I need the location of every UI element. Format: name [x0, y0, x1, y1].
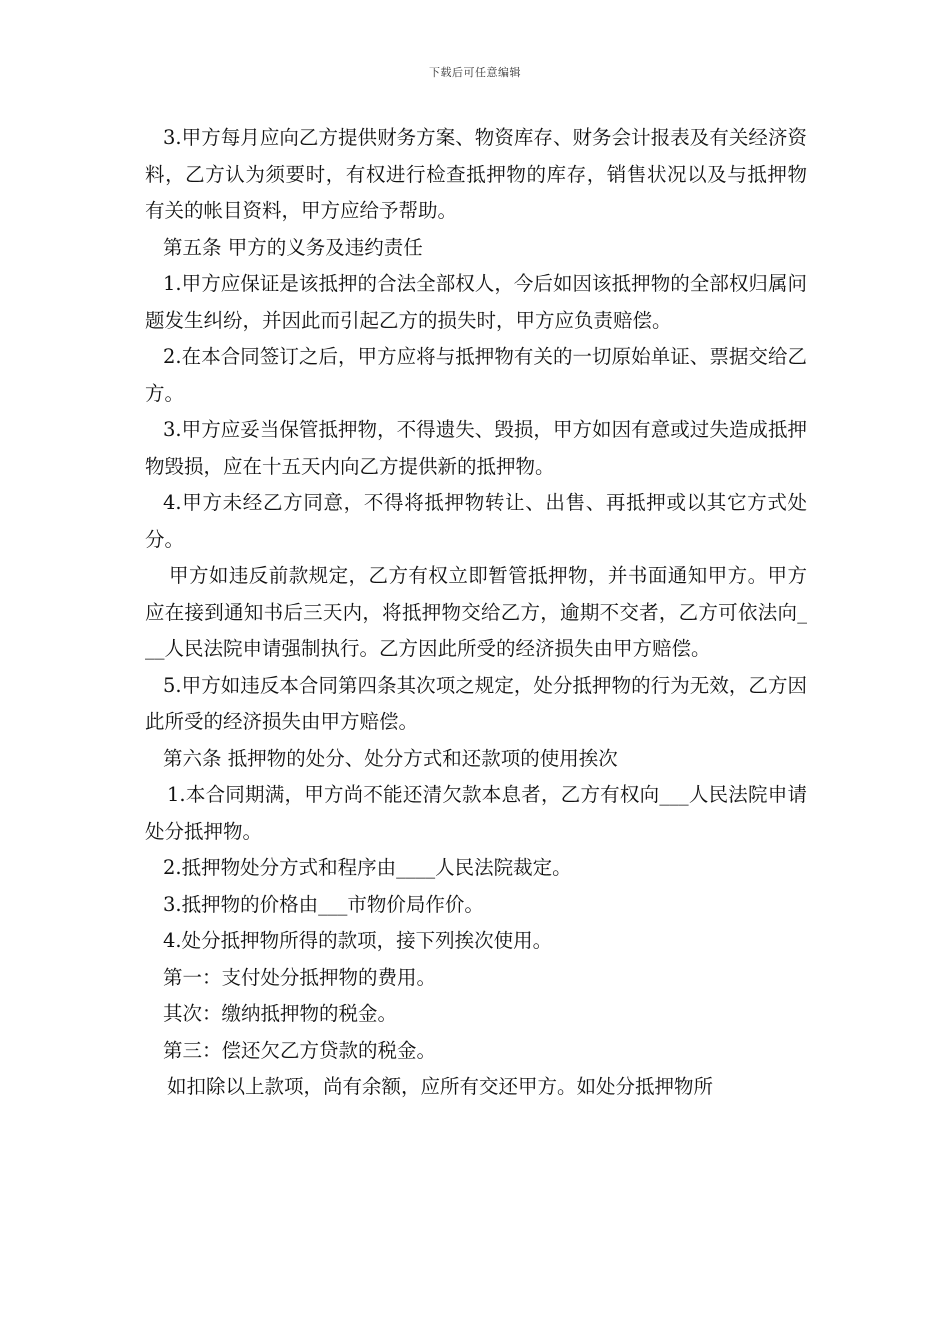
paragraph-5-1-ownership: 1.甲方应保证是该抵押的合法全部权人，今后如因该抵押物的全部权归属问题发生纠纷，并因此而引起乙方的损失时，甲方应负责赔偿。: [145, 272, 807, 332]
paragraph-6-2-procedure: 2.抵押物处分方式和程序由____人民法院裁定。: [163, 856, 572, 879]
paragraph-order-third: 第三：偿还欠乙方贷款的税金。: [163, 1038, 437, 1062]
paragraph-remainder: 如扣除以上款项，尚有余额，应所有交还甲方。如处分抵押物所: [167, 1075, 714, 1098]
paragraph-3-financial-reports: 3.甲方每月应向乙方提供财务方案、物资库存、财务会计报表及有关经济资料，乙方认为须要时，有权进行检查抵押物的库存，销售状况以及与抵押物有关的帐目资料，甲方应给予帮助。: [145, 126, 807, 222]
paragraph-5-3-custody: 3.甲方应妥当保管抵押物，不得遗失、毁损，甲方如因有意或过失造成抵押物毁损，应在十五天内向乙方提供新的抵押物。: [145, 418, 807, 478]
paragraph-6-4-proceeds: 4.处分抵押物所得的款项，接下列挨次使用。: [163, 929, 553, 952]
section-6-heading: 第六条 抵押物的处分、处分方式和还款项的使用挨次: [163, 746, 618, 770]
document-body: [145, 120, 807, 1106]
paragraph-order-first: 第一：支付处分抵押物的费用。: [163, 965, 437, 989]
paragraph-5-5-invalid-disposal: 5.甲方如违反本合同第四条其次项之规定，处分抵押物的行为无效，乙方因此所受的经济损失由甲方赔偿。: [145, 673, 807, 733]
paragraph-5-2-documents: 2.在本合同签订之后，甲方应将与抵押物有关的一切原始单证、票据交给乙方。: [145, 345, 807, 405]
paragraph-5-4-transfer: 4.甲方未经乙方同意，不得将抵押物转让、出售、再抵押或以其它方式处分。: [145, 491, 807, 551]
section-5-heading: 第五条 甲方的义务及违约责任: [163, 235, 423, 259]
paragraph-order-second: 其次：缴纳抵押物的税金。: [163, 1002, 398, 1025]
paragraph-5-4-breach: 甲方如违反前款规定，乙方有权立即暂管抵押物，并书面通知甲方。甲方应在接到通知书后三天内，将抵押物交给乙方，逾期不交者，乙方可依法向___人民法院申请强制执行。乙方因此所受的经济损失由甲方赔偿。: [145, 564, 807, 660]
paragraph-6-3-pricing: 3.抵押物的价格由___市物价局作价。: [163, 892, 484, 916]
paragraph-6-1-expiry: 1.本合同期满，甲方尚不能还清欠款本息者，乙方有权向___人民法院申请处分抵押物。: [145, 783, 807, 843]
page-header: 下载后可任意编辑: [429, 66, 521, 79]
